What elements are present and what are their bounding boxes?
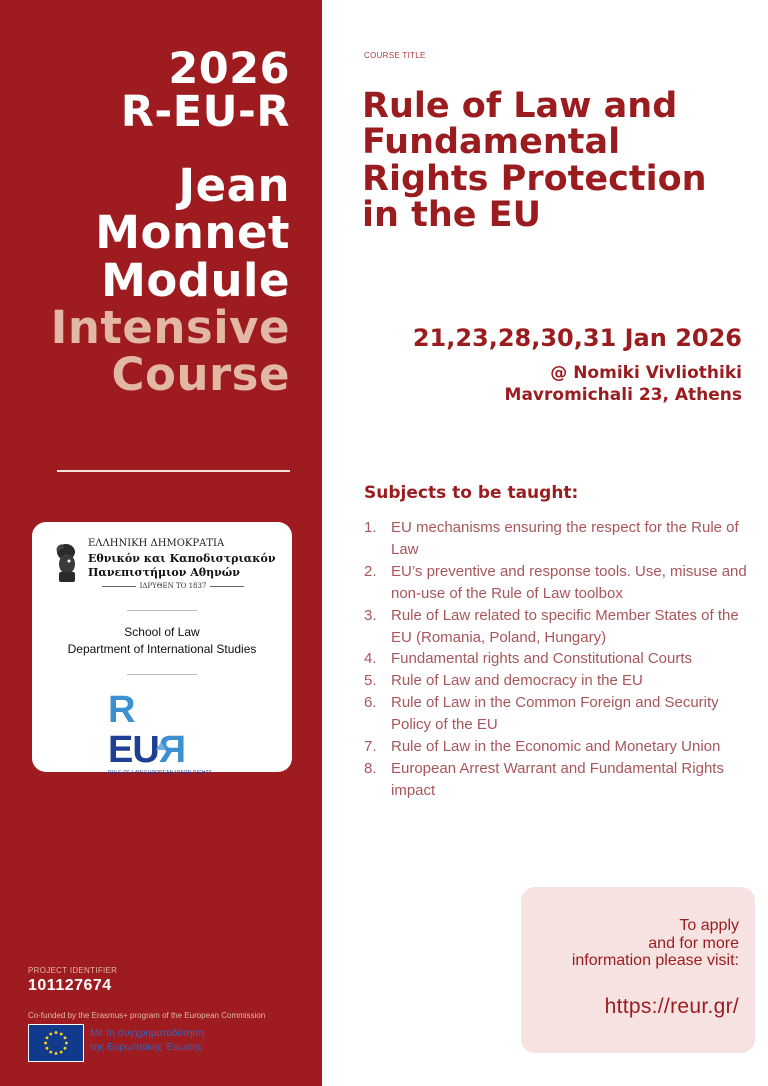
university-country: ΕΛΛΗΝΙΚΗ ΔΗΜΟΚΡΑΤΙΑ [88,538,225,549]
university-founded: ΙΔΡΥΘΕΝ ΤΟ 1837 [88,582,258,590]
list-item: 5. Rule of Law and democracy in the EU [364,672,643,690]
venue-line2: Mavromichali 23, Athens [504,385,742,406]
school-info [32,624,292,658]
hero-year: 2026 [168,44,290,94]
project-identifier: 101127674 [28,977,112,994]
card-separator [127,610,197,611]
subject-text: Fundamental rights and Constitutional Courts [391,650,692,668]
venue-line1: @ Nomiki Vivliothiki [550,363,742,383]
course-dates: 21,23,28,30,31 Jan 2026 [412,324,742,352]
list-item: 2. EU’s preventive and response tools. Use, misuse and non-use of the Rule of Law toolbox [364,562,747,602]
apply-info-box [521,887,755,1053]
university-name-line2: Πανεπιστήμιον Αθηνών [88,565,240,579]
list-item: 1. EU mechanisms ensuring the respect for the Rule of Law [364,519,739,558]
scale-icon [156,742,166,750]
hero-module: Module [101,253,290,307]
reur-logo-mark: R EUЯ [108,689,186,771]
project-identifier-label: PROJECT IDENTIFIER [28,966,118,975]
department-name: Department of International Studies [67,641,257,656]
hero-acronym: R-EU-R [120,87,290,137]
university-name-line1: Εθνικόν και Καποδιστριακόν [88,552,276,565]
list-item: 7. Rule of Law in the Economic and Monetary Union [364,738,721,756]
subject-text: Rule of Law in the Common Foreign and Security Policy of the EU [391,694,719,734]
apply-line2: and for more [648,934,739,952]
hero-course: Course [111,348,290,401]
hero-heading [0,44,290,401]
course-title-label: COURSE TITLE [364,51,426,60]
website-link[interactable]: https://reur.gr/ [604,995,739,1018]
course-title: Rule of Law and Fundamental Rights Protection in the EU [362,86,707,236]
eu-text-line1: Με τη συγχρηματοδότηση [90,1028,205,1039]
athena-crest-icon [52,542,80,584]
list-item: 8. European Arrest Warrant and Fundamental Rights impact [364,759,724,799]
list-item: 6. Rule of Law in the Common Foreign and Security Policy of the EU [364,694,719,734]
apply-text [529,917,739,970]
course-venue [342,362,742,406]
subjects-list [364,517,759,802]
left-panel [0,0,322,1086]
card-separator [127,674,197,675]
subject-text: EU’s preventive and response tools. Use, misuse and non-use of the Rule of Law toolbox [391,562,747,602]
eu-cofunding-text [90,1027,290,1054]
eu-flag-icon [28,1024,84,1062]
university-name [88,552,275,580]
subjects-heading: Subjects to be taught: [364,483,579,503]
apply-line1: To apply [679,917,739,934]
reur-tagline: RULE OF LAW EUROPEAN UNION RIGHTS [108,770,213,776]
hero-monnet: Monnet [95,206,290,260]
logo-card [32,522,292,776]
hero-jean: Jean [178,159,290,212]
subject-text: Rule of Law and democracy in the EU [391,672,643,690]
divider [57,470,290,472]
school-name: School of Law [124,625,200,639]
subject-text: EU mechanisms ensuring the respect for the Rule of Law [391,519,739,558]
apply-line3: information please visit: [571,952,739,970]
subject-text: Rule of Law in the Economic and Monetary Union [391,738,721,756]
list-item: 4. Fundamental rights and Constitutional Courts [364,650,692,668]
subject-text: Rule of Law related to specific Member States of the EU (Romania, Poland, Hungary) [391,606,739,646]
list-item: 3. Rule of Law related to specific Member States of the EU (Romania, Poland, Hungary) [364,606,739,646]
cofunded-text: Co-funded by the Erasmus+ program of the European Commission [28,1011,266,1020]
hero-intensive: Intensive [50,300,290,354]
reur-logo [108,689,216,776]
eu-text-line2: της Ευρωπαϊκής Ένωσης [90,1041,203,1053]
subject-text: European Arrest Warrant and Fundamental Rights impact [391,759,724,799]
